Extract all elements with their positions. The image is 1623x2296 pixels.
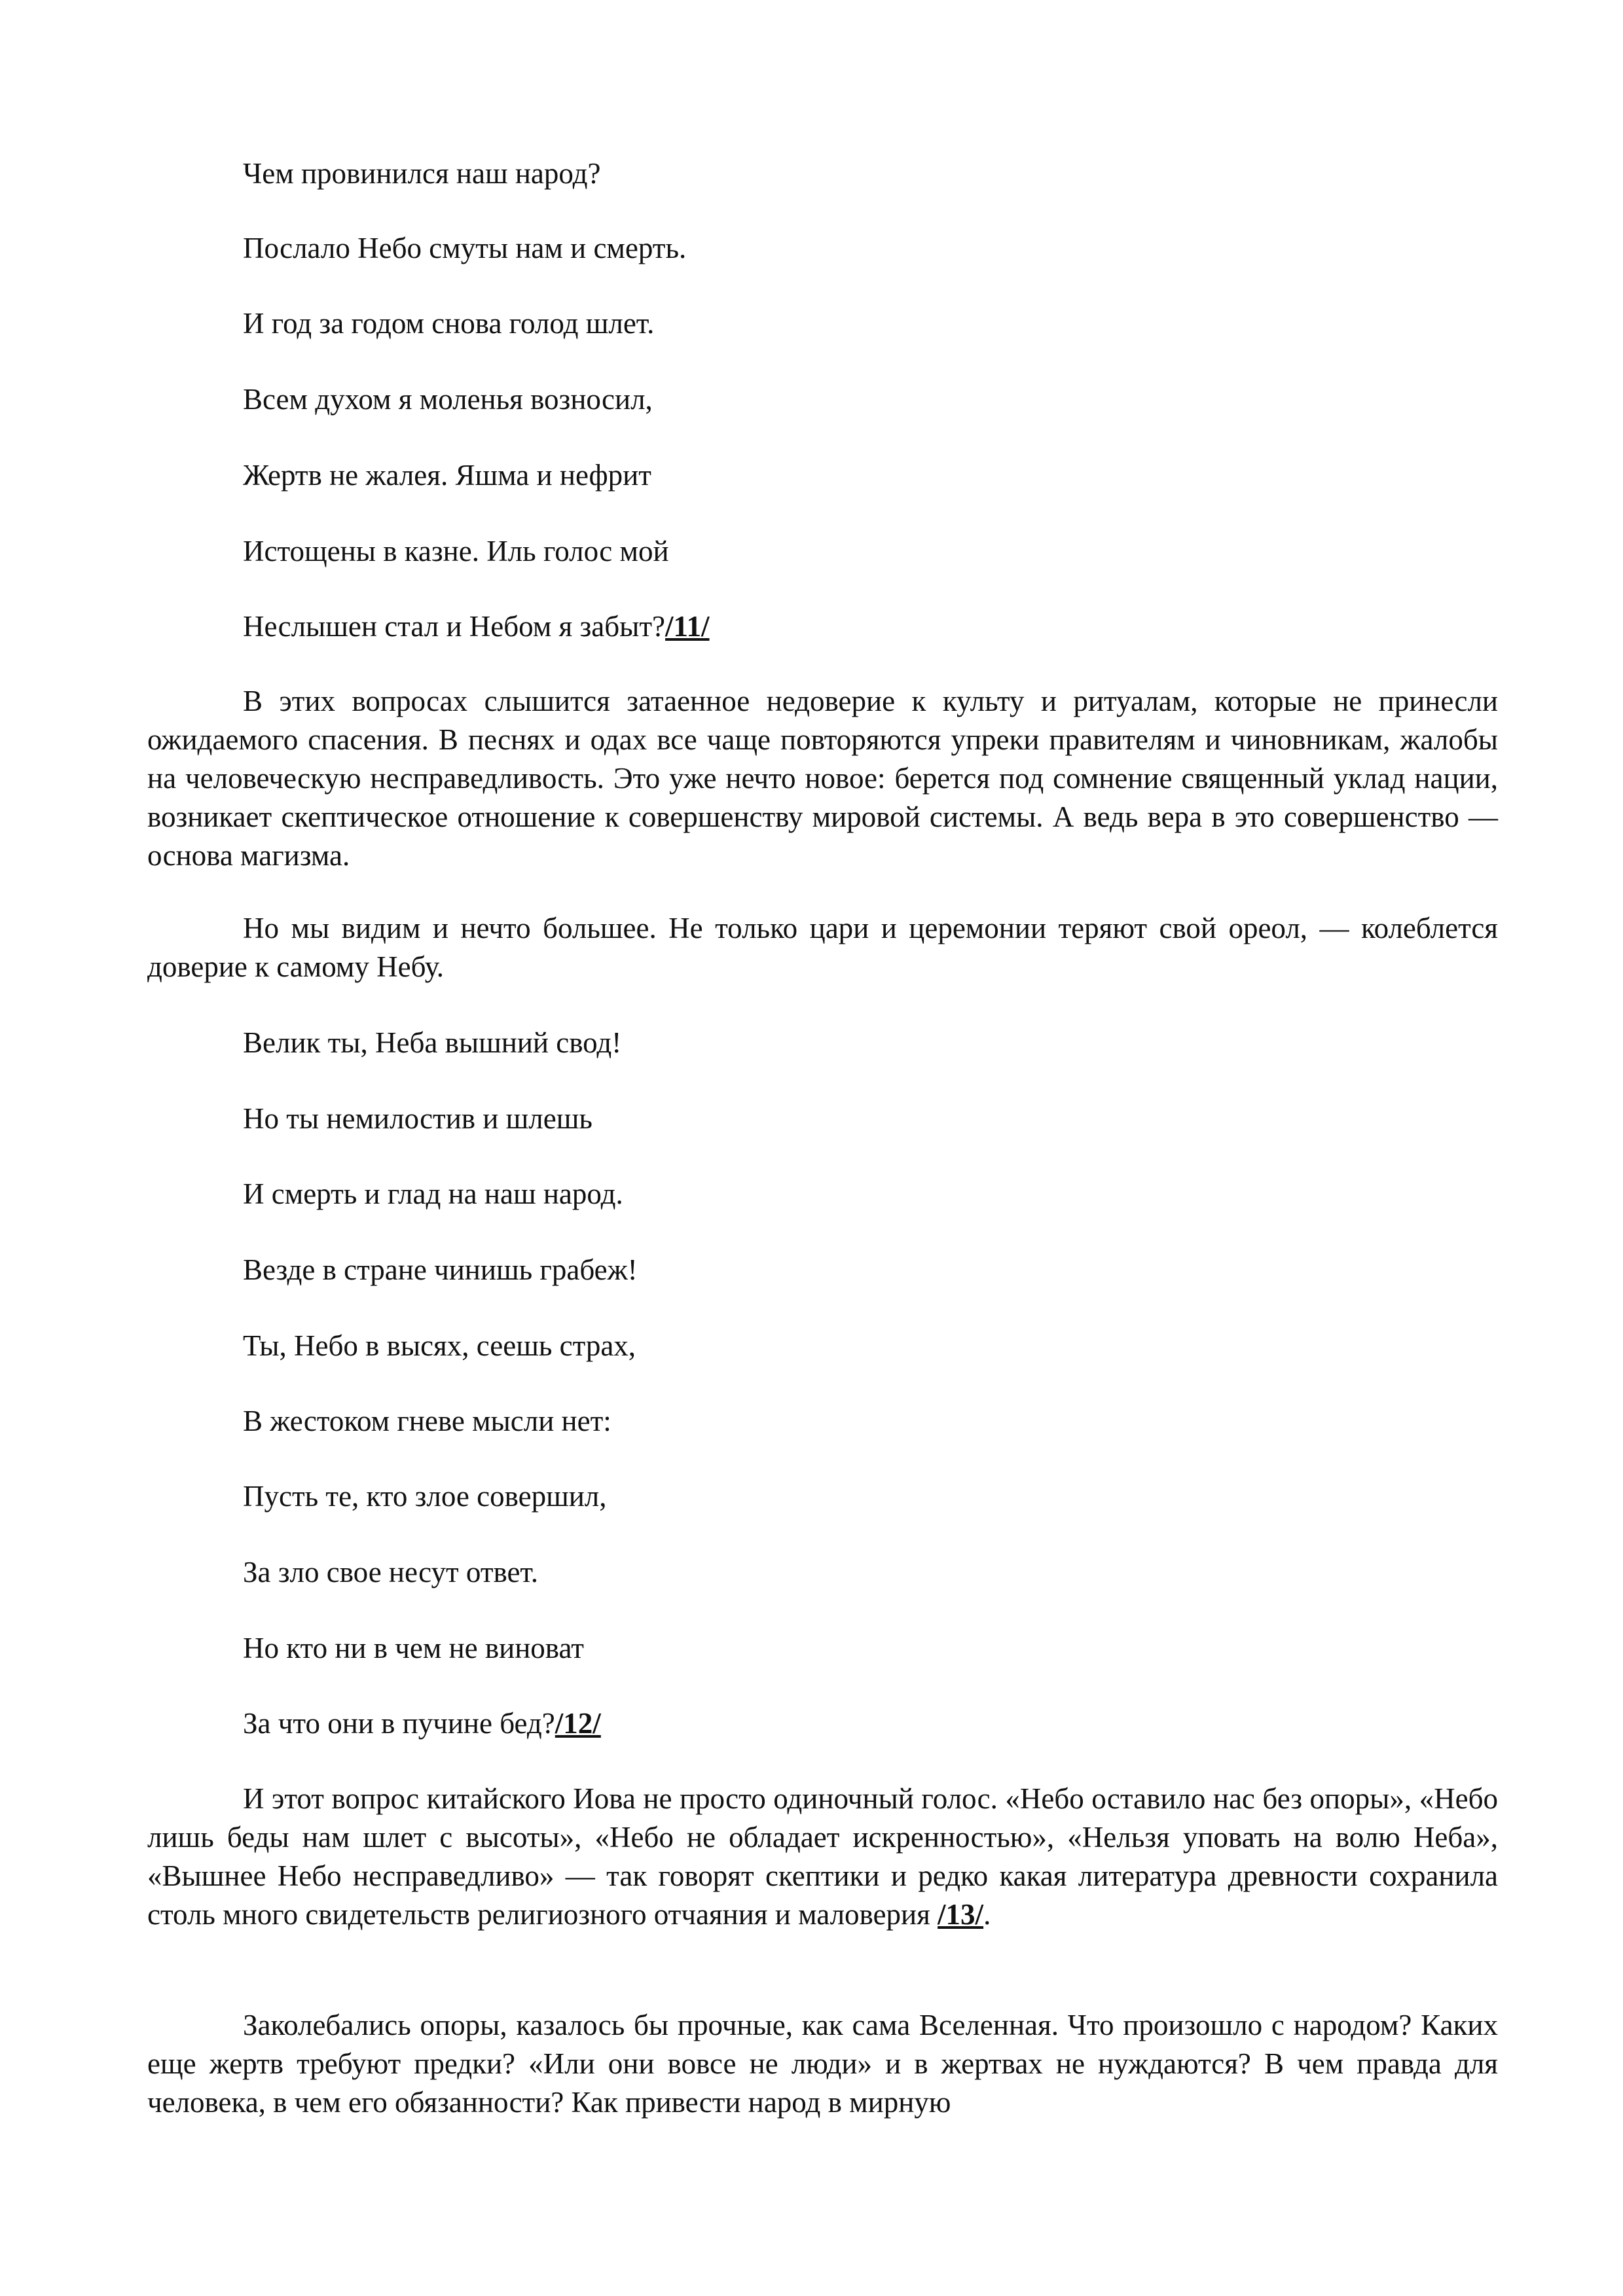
body-paragraph-2: Но мы видим и нечто большее. Не только цари и церемонии теряют свой ореол, — колеблется доверие к самому Небу. bbox=[147, 912, 1498, 983]
verse-line: И год за годом снова голод шлет. bbox=[243, 307, 655, 340]
paragraph-end: . bbox=[983, 1898, 991, 1931]
verse-line: Пусть те, кто злое совершил, bbox=[243, 1480, 607, 1513]
footnote-link-12[interactable]: /12/ bbox=[555, 1707, 601, 1740]
body-paragraph-3 bbox=[147, 1780, 1498, 1934]
paragraph-text: И этот вопрос китайского Иова не просто одиночный голос. «Небо оставило нас без опоры», «Небо лишь беды нам шлет с высоты», «Небо не обладает искренностью», «Нельзя уповать на волю Неба», «Вышнее Небо несправедливо» — так говорят скептики и редко какая литература древности сохранила столь много свидетельств религиозного отчаяния и маловерия bbox=[147, 1782, 1498, 1931]
verse-line: Но ты немилостив и шлешь bbox=[243, 1102, 593, 1135]
body-paragraph-4: Заколебались опоры, казалось бы прочные, как сама Вселенная. Что произошло с народом? Каких еще жертв требуют предки? «Или они вовсе не люди» и в жертвах не нуждаются? В чем правда для человека, в чем его обязанности? Как привести народ в мирную bbox=[147, 2009, 1498, 2119]
verse-line: Всем духом я моленья возносил, bbox=[243, 383, 653, 416]
verse-line: В жестоком гневе мысли нет: bbox=[243, 1405, 611, 1437]
verse-line: За зло свое несут ответ. bbox=[243, 1556, 538, 1588]
verse-line: Велик ты, Неба вышний свод! bbox=[243, 1026, 622, 1059]
verse-line: Чем провинился наш народ? bbox=[243, 157, 601, 190]
verse-line: Везде в стране чинишь грабеж! bbox=[243, 1253, 638, 1286]
verse-line: Жертв не жалея. Яшма и нефрит bbox=[243, 459, 651, 492]
verse-line-text: За что они в пучине бед? bbox=[243, 1707, 555, 1740]
verse-line-with-footnote bbox=[243, 607, 710, 646]
verse-line: Истощены в казне. Иль голос мой bbox=[243, 535, 669, 567]
verse-line-text: Неслышен стал и Небом я забыт? bbox=[243, 610, 666, 643]
verse-line-with-footnote bbox=[243, 1704, 601, 1743]
footnote-link-11[interactable]: /11/ bbox=[665, 610, 710, 643]
verse-line: Ты, Небо в высях, сеешь страх, bbox=[243, 1329, 636, 1362]
footnote-link-13[interactable]: /13/ bbox=[938, 1898, 984, 1931]
verse-line: Послало Небо смуты нам и смерть. bbox=[243, 232, 687, 264]
body-paragraph-1: В этих вопросах слышится затаенное недоверие к культу и ритуалам, которые не принесли ожидаемого спасения. В песнях и одах все чаще повторяются упреки правителям и чиновникам, жалобы на человеческую несправедливость. Это уже нечто новое: берется под сомнение священный уклад нации, возникает скептическое отношение к совершенству мировой системы. А ведь вера в это совершенство — основа магизма. bbox=[147, 685, 1498, 872]
verse-line: Но кто ни в чем не виноват bbox=[243, 1632, 584, 1664]
verse-line: И смерть и глад на наш народ. bbox=[243, 1177, 623, 1210]
